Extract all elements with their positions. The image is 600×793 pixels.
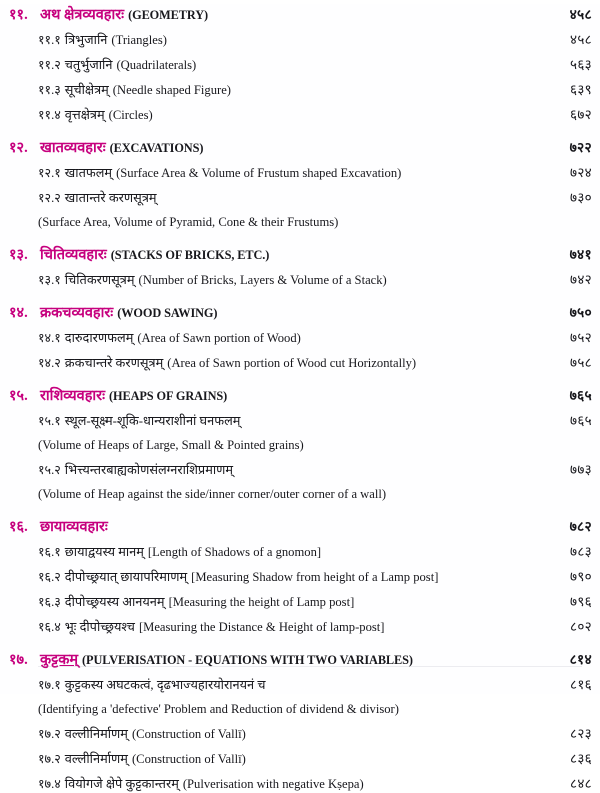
toc-subsection-title-devanagari: दीपोच्छ्रयस्य आनयनम् [64,595,165,609]
toc-entry-label [9,4,538,24]
toc-entry-label [38,675,538,694]
toc-chapter-title-english: (HEAPS OF GRAINS) [109,389,228,403]
scan-edge-artifact [38,666,582,667]
toc-subsection-title-devanagari: खातान्तरे करणसूत्रम् [64,191,157,205]
toc-chapter-number: १५. [9,388,28,404]
toc-subsection-number: १७.४ [38,777,61,791]
toc-continuation-row[interactable] [0,700,600,718]
toc-subsection-title-devanagari: भित्त्यन्तरबाह्यकोणसंलग्नराशिप्रमाणम् [64,463,234,477]
toc-subsection-number: १३.१ [38,273,61,287]
toc-entry-label [9,137,538,157]
toc-subsection-title-english: (Construction of Vallī) [131,727,246,741]
toc-subsection-row[interactable] [0,542,600,561]
toc-page-number: ८४८ [570,776,592,791]
toc-page-number: ४५८ [570,32,592,47]
toc-subsection-number: १५.१ [38,414,61,428]
toc-page-number: ७९६ [570,594,592,609]
toc-entry-label [9,244,538,264]
toc-subsection-title-devanagari: छायाद्वयस्य मानम् [64,545,144,559]
toc-subsection-number: १७.२ [38,752,61,766]
toc-subsection-title-devanagari: कुट्टकस्य अघटकत्वं, दृढभाज्यहारयोरानयनं च [64,678,266,692]
toc-subsection-row[interactable] [0,163,600,182]
toc-subsection-title-devanagari: भूः दीपोच्छ्रयश्च [64,620,135,634]
toc-subsection-title-english: (Circles) [108,108,153,122]
toc-chapter-title-devanagari: अथ क्षेत्रव्यवहारः [40,7,125,23]
toc-page-number: ७४१ [569,247,592,262]
toc-chapter-title-devanagari: छायाव्यवहारः [40,519,108,535]
toc-subsection-number: १२.१ [38,166,61,180]
toc-subsection-row[interactable] [0,567,600,586]
toc-chapter-number: १६. [9,519,28,535]
toc-subsection-row[interactable] [0,774,600,793]
toc-chapter-title-english: (PULVERISATION - EQUATIONS WITH TWO VARIABLES) [82,653,413,667]
toc-entry-label [38,80,538,99]
toc-subsection-number: १७.१ [38,678,61,692]
toc-subsection-row[interactable] [0,105,600,124]
toc-subsection-row[interactable] [0,675,600,694]
toc-chapter-row[interactable] [0,385,600,405]
toc-subsection-row[interactable] [0,411,600,430]
toc-entry-label [38,213,538,231]
toc-chapter-title-english: (WOOD SAWING) [117,306,218,320]
toc-subsection-number: १६.३ [38,595,61,609]
toc-chapter-title-english: (GEOMETRY) [128,8,208,22]
toc-subsection-row[interactable] [0,617,600,636]
toc-page-number: ७५८ [570,355,592,370]
toc-chapter-number: ११. [9,7,28,23]
toc-subsection-row[interactable] [0,592,600,611]
toc-subsection-title-devanagari: क्रकचान्तरे करणसूत्रम् [64,356,164,370]
toc-subsection-title-english: (Construction of Vallī) [131,752,246,766]
toc-page-number: ७३० [570,190,592,205]
toc-subsection-title-english: (Needle shaped Figure) [112,83,231,97]
toc-entry-label [9,302,538,322]
toc-page-number: ७८२ [569,519,592,534]
toc-entry-label [38,328,538,347]
toc-page-number: ४५८ [569,7,592,22]
toc-chapter-row[interactable] [0,302,600,322]
toc-subsection-title-english: (Quadrilaterals) [116,58,197,72]
toc-entry-label [38,774,538,793]
toc-entry-label [38,270,538,289]
toc-entry-label [9,516,538,536]
toc-entry-label [38,188,538,207]
toc-page-number: ७८३ [570,544,592,559]
toc-entry-label [38,163,538,182]
toc-subsection-title-devanagari: सूचीक्षेत्रम् [64,83,109,97]
toc-continuation-text: (Identifying a 'defective' Problem and Reduction of dividend & divisor) [38,702,399,716]
toc-entry-label [38,30,538,49]
toc-entry-label [38,55,538,74]
toc-continuation-text: (Surface Area, Volume of Pyramid, Cone & their Frustums) [38,215,339,229]
toc-subsection-title-devanagari: वियोगजे क्षेपे कुट्टकान्तरम् [64,777,179,791]
toc-subsection-title-english: (Triangles) [111,33,167,47]
toc-entry-label [38,105,538,124]
toc-subsection-title-english: (Area of Sawn portion of Wood) [137,331,301,345]
toc-entry-label [38,485,538,503]
toc-page-number: ८३६ [570,751,592,766]
toc-subsection-title-devanagari: स्थूल-सूक्ष्म-शूकि-धान्यराशीनां घनफलम् [64,414,241,428]
toc-entry-label [38,724,538,743]
toc-subsection-title-english: (Pulverisation with negative Kṣepa) [182,777,364,791]
toc-continuation-text: (Volume of Heap against the side/inner corner/outer corner of a wall) [38,487,387,501]
toc-subsection-number: १४.२ [38,356,61,370]
toc-entry-label [38,411,538,430]
toc-subsection-row[interactable] [0,328,600,347]
toc-subsection-row[interactable] [0,80,600,99]
toc-subsection-title-english: (Area of Sawn portion of Wood cut Horizontally) [167,356,417,370]
toc-chapter-title-english: (EXCAVATIONS) [109,141,204,155]
toc-chapter-title-devanagari: खातव्यवहारः [40,140,106,156]
toc-chapter-title-devanagari: चितिव्यवहारः [40,247,107,263]
toc-entry-label [38,617,538,636]
toc-subsection-title-devanagari: वल्लीनिर्माणम् [64,752,128,766]
toc-subsection-row[interactable] [0,188,600,207]
toc-entry-label [38,700,538,718]
toc-chapter-title-devanagari: कुट्टकम् [40,652,79,668]
toc-subsection-number: १२.२ [38,191,61,205]
toc-entry-label [38,353,538,372]
toc-page [0,4,600,791]
toc-subsection-title-devanagari: वल्लीनिर्माणम् [64,727,128,741]
toc-entry-label [38,460,538,479]
toc-subsection-title-devanagari: चतुर्भुजानि [64,58,113,72]
toc-subsection-number: ११.२ [38,58,61,72]
toc-chapter-number: १४. [9,305,28,321]
toc-continuation-row[interactable] [0,485,600,503]
toc-chapter-row[interactable] [0,4,600,24]
toc-subsection-row[interactable] [0,55,600,74]
toc-page-number: ७२२ [569,140,592,155]
toc-page-number: ७५० [569,305,592,320]
toc-page-number: ८२३ [570,726,592,741]
toc-page-number: ७२४ [570,165,592,180]
toc-subsection-title-devanagari: चितिकरणसूत्रम् [64,273,135,287]
toc-page-number: ७७३ [570,462,592,477]
toc-subsection-number: १५.२ [38,463,61,477]
toc-subsection-row[interactable] [0,749,600,768]
toc-subsection-number: ११.१ [38,33,61,47]
toc-subsection-number: ११.४ [38,108,61,122]
toc-entry-label [38,567,538,586]
toc-subsection-row[interactable] [0,353,600,372]
toc-page-number: ५६३ [570,57,592,72]
toc-subsection-number: १६.१ [38,545,61,559]
toc-entry-label [38,542,538,561]
toc-chapter-title-devanagari: क्रकचव्यवहारः [40,305,114,321]
toc-chapter-number: १२. [9,140,28,156]
toc-page-number: ७४२ [570,272,592,287]
toc-chapter-number: १३. [9,247,28,263]
toc-chapter-row[interactable] [0,244,600,264]
toc-subsection-number: ११.३ [38,83,61,97]
toc-subsection-title-devanagari: खातफलम् [64,166,113,180]
toc-subsection-title-english: [Length of Shadows of a gnomon] [147,545,322,559]
toc-entry-label [38,749,538,768]
toc-chapter-row[interactable] [0,137,600,157]
toc-subsection-number: १७.२ [38,727,61,741]
toc-chapter-number: १७. [9,652,28,668]
toc-chapter-title-devanagari: राशिव्यवहारः [40,388,106,404]
toc-page-number: ८०२ [570,619,592,634]
toc-page-number: ६३९ [570,82,592,97]
toc-subsection-row[interactable] [0,30,600,49]
toc-entry-list [0,4,600,793]
toc-subsection-title-devanagari: त्रिभुजानि [64,33,108,47]
toc-subsection-title-english: [Measuring Shadow from height of a Lamp post] [191,570,439,584]
toc-subsection-title-english: (Surface Area & Volume of Frustum shaped Excavation) [116,166,402,180]
toc-chapter-title-english: (STACKS OF BRICKS, ETC.) [110,248,270,262]
toc-subsection-row[interactable] [0,270,600,289]
toc-page-number: ७९० [570,569,592,584]
toc-page-number: ६७२ [570,107,592,122]
toc-subsection-title-english: [Measuring the height of Lamp post] [168,595,355,609]
toc-subsection-title-devanagari: वृत्तक्षेत्रम् [64,108,105,122]
toc-subsection-title-english: (Number of Bricks, Layers & Volume of a Stack) [138,273,387,287]
toc-subsection-title-english: [Measuring the Distance & Height of lamp-post] [138,620,385,634]
toc-entry-label [9,385,538,405]
toc-subsection-number: १६.२ [38,570,61,584]
toc-subsection-number: १६.४ [38,620,61,634]
toc-subsection-row[interactable] [0,460,600,479]
toc-page-number: ७५२ [570,330,592,345]
toc-subsection-title-devanagari: दीपोच्छ्रयात् छायापरिमाणम् [64,570,188,584]
toc-chapter-row[interactable] [0,516,600,536]
toc-entry-label [38,592,538,611]
toc-continuation-text: (Volume of Heaps of Large, Small & Pointed grains) [38,438,304,452]
toc-page-number: ८१६ [570,677,592,692]
toc-page-number: ७६५ [569,388,592,403]
toc-subsection-row[interactable] [0,724,600,743]
toc-page-number: ८१४ [569,652,592,667]
toc-continuation-row[interactable] [0,436,600,454]
toc-subsection-number: १४.१ [38,331,61,345]
toc-entry-label [38,436,538,454]
toc-continuation-row[interactable] [0,213,600,231]
toc-subsection-title-devanagari: दारुदारणफलम् [64,331,134,345]
toc-page-number: ७६५ [570,413,592,428]
